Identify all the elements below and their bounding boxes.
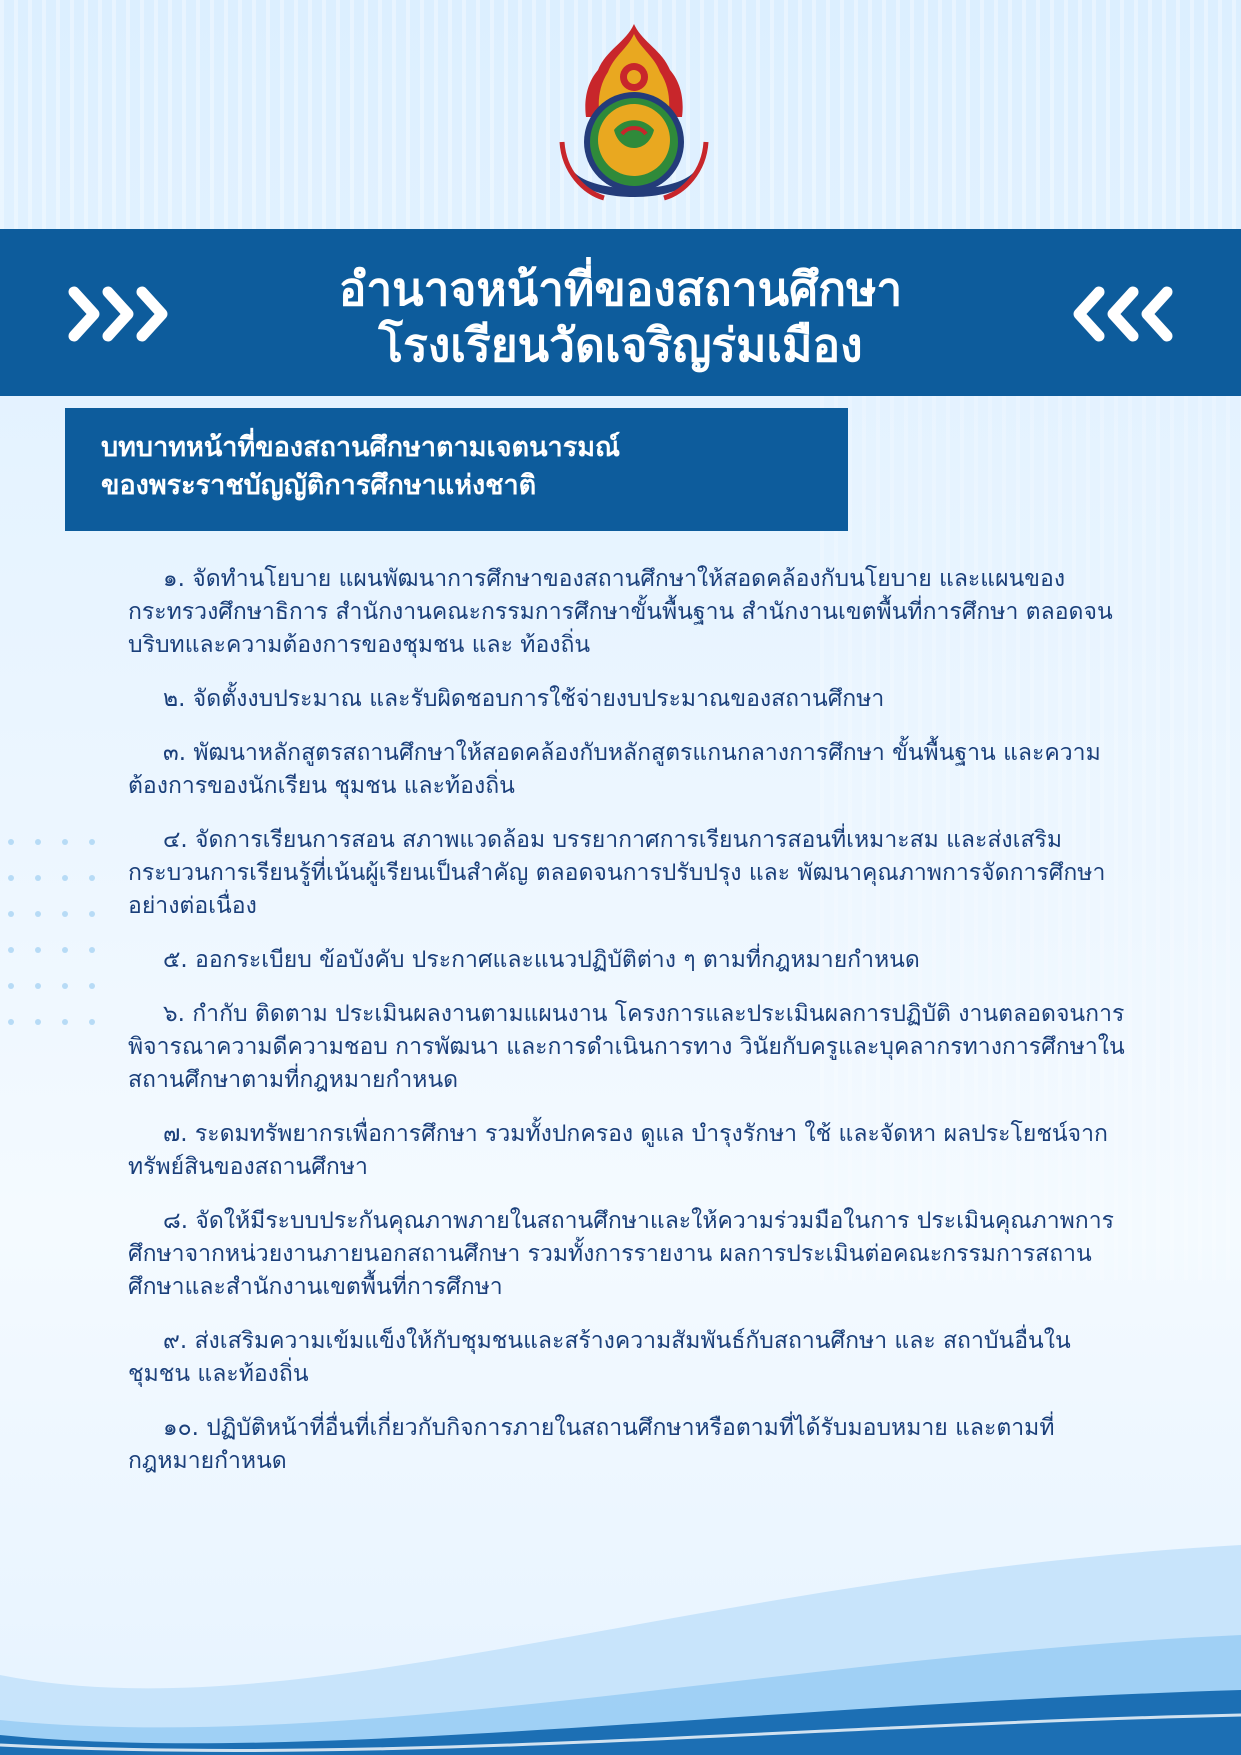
decorative-dot bbox=[8, 911, 14, 917]
decorative-dot bbox=[89, 983, 95, 989]
title-banner bbox=[0, 229, 1241, 396]
decorative-dot bbox=[35, 875, 41, 881]
decorative-dot bbox=[35, 839, 41, 845]
chevrons-right-icon bbox=[68, 284, 178, 344]
decorative-dot bbox=[62, 983, 68, 989]
decorative-dots bbox=[0, 835, 120, 1045]
section-heading-line1: บทบาทหน้าที่ของสถานศึกษาตามเจตนารมณ์ bbox=[101, 432, 621, 463]
list-item: ๗. ระดมทรัพยากรเพื่อการศึกษา รวมทั้งปกครอง ดูแล บำรุงรักษา ใช้ และจัดหา ผลประโยชน์จากทรัพย์สินของสถานศึกษา bbox=[128, 1121, 1108, 1180]
list-item: ๑. จัดทำนโยบาย แผนพัฒนาการศึกษาของสถานศึกษาให้สอดคล้องกับนโยบาย และแผนของกระทรวงศึกษาธิการ สำนักงานคณะกรรมการศึกษาขั้นพื้นฐาน สำนักงานเขตพื้นที่การศึกษา ตลอดจนบริบทและความต้องการของชุมชน และ ท้องถิ่น bbox=[128, 566, 1113, 658]
list-item: ๑๐. ปฏิบัติหน้าที่อื่นที่เกี่ยวกับกิจการภายในสถานศึกษาหรือตามที่ได้รับมอบหมาย และตามที่กฎหมายกำหนด bbox=[128, 1415, 1055, 1474]
page-title-line1: อำนาจหน้าที่ของสถานศึกษา bbox=[338, 262, 903, 316]
decorative-dot bbox=[62, 911, 68, 917]
decorative-dot bbox=[62, 1019, 68, 1025]
decorative-dot bbox=[35, 911, 41, 917]
list-item: ๕. ออกระเบียบ ข้อบังคับ ประกาศและแนวปฏิบัติต่าง ๆ ตามที่กฎหมายกำหนด bbox=[163, 947, 920, 973]
decorative-dot bbox=[89, 839, 95, 845]
decorative-dot bbox=[8, 983, 14, 989]
decorative-dot bbox=[89, 1019, 95, 1025]
section-heading-box bbox=[65, 408, 848, 531]
decorative-dot bbox=[8, 1019, 14, 1025]
chevrons-left-icon bbox=[1063, 284, 1173, 344]
list-item: ๔. จัดการเรียนการสอน สภาพแวดล้อม บรรยากาศการเรียนการสอนที่เหมาะสม และส่งเสริมกระบวนการเรียนรู้ที่เน้นผู้เรียนเป็นสำคัญ ตลอดจนการปรับปรุง และ พัฒนาคุณภาพการจัดการศึกษาอย่างต่อเนื่อง bbox=[128, 827, 1106, 919]
list-item: ๙. ส่งเสริมความเข้มแข็งให้กับชุมชนและสร้างความสัมพันธ์กับสถานศึกษา และ สถาบันอื่นในชุมชน และท้องถิ่น bbox=[128, 1328, 1071, 1387]
decorative-dot bbox=[8, 947, 14, 953]
list-item: ๖. กำกับ ติดตาม ประเมินผลงานตามแผนงาน โครงการและประเมินผลการปฏิบัติ งานตลอดจนการพิจารณาความดีความชอบ การพัฒนา และการดำเนินการทาง วินัยกับครูและบุคลากรทางการศึกษาในสถานศึกษาตามที่กฎหมายกำหนด bbox=[128, 1001, 1125, 1093]
decorative-dot bbox=[35, 947, 41, 953]
list-item: ๒. จัดตั้งงบประมาณ และรับผิดชอบการใช้จ่ายงบประมาณของสถานศึกษา bbox=[163, 686, 885, 712]
decorative-dot bbox=[62, 947, 68, 953]
school-emblem-icon bbox=[544, 22, 724, 207]
duties-list bbox=[128, 563, 1128, 1499]
page-title-line2: โรงเรียนวัดเจริญร่มเมือง bbox=[378, 318, 863, 372]
decorative-dot bbox=[89, 875, 95, 881]
section-heading-line2: ของพระราชบัญญัติการศึกษาแห่งชาติ bbox=[101, 470, 537, 501]
list-item: ๓. พัฒนาหลักสูตรสถานศึกษาให้สอดคล้องกับหลักสูตรแกนกลางการศึกษา ขั้นพื้นฐาน และความต้องการของนักเรียน ชุมชน และท้องถิ่น bbox=[128, 740, 1101, 799]
decorative-dot bbox=[35, 1019, 41, 1025]
decorative-dot bbox=[35, 983, 41, 989]
decorative-dot bbox=[89, 947, 95, 953]
list-item: ๘. จัดให้มีระบบประกันคุณภาพภายในสถานศึกษาและให้ความร่วมมือในการ ประเมินคุณภาพการศึกษาจากหน่วยงานภายนอกสถานศึกษา รวมทั้งการรายงาน ผลการประเมินต่อคณะกรรมการสถานศึกษาและสำนักงานเขตพื้นที่การศึกษา bbox=[128, 1208, 1114, 1300]
decorative-dot bbox=[89, 911, 95, 917]
decorative-dot bbox=[8, 839, 14, 845]
decorative-dot bbox=[62, 875, 68, 881]
decorative-dot bbox=[62, 839, 68, 845]
decorative-dot bbox=[8, 875, 14, 881]
